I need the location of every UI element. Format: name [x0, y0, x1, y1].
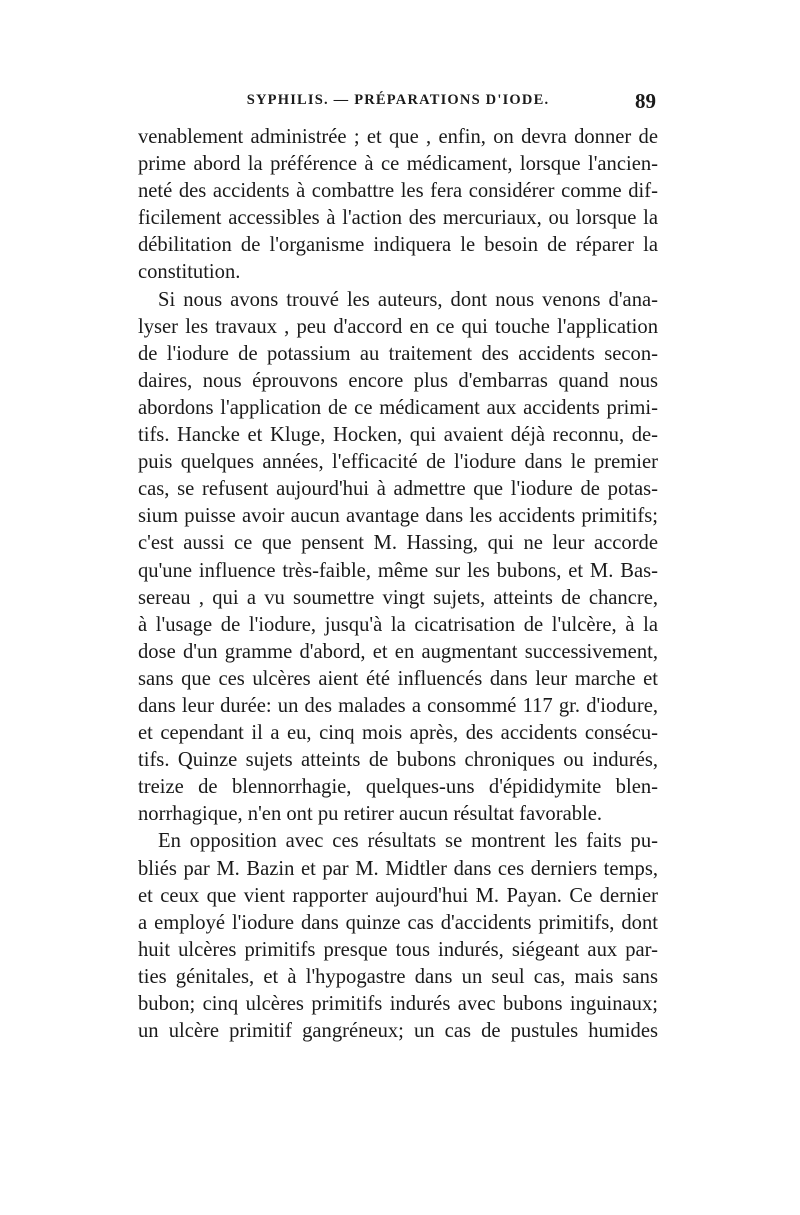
text-line: sium puisse avoir aucun avantage dans les accidents primitifs; [138, 505, 658, 528]
text-line: et cependant il a eu, cinq mois après, des accidents consécu- [138, 722, 658, 745]
text-line: lyser les travaux , peu d'accord en ce qui touche l'application [138, 315, 658, 338]
text-line: puis quelques années, l'efficacité de l'iodure dans le premier [138, 451, 658, 474]
text-line: bubon; cinq ulcères primitifs indurés avec bubons inguinaux; [138, 993, 658, 1015]
text-line: un ulcère primitif gangréneux; un cas de pustules humides [138, 1020, 658, 1043]
text-line: de l'iodure de potassium au traitement des accidents secon- [138, 342, 658, 365]
text-line: tifs. Hancke et Kluge, Hocken, qui avaient déjà reconnu, de- [138, 424, 658, 447]
book-page [138, 89, 658, 1045]
running-title: SYPHILIS. — PRÉPARATIONS D'IODE. [246, 92, 550, 108]
text-line: huit ulcères primitifs presque tous indurés, siégeant aux par- [138, 938, 658, 961]
text-line: débilitation de l'organisme indiquera le besoin de réparer la [138, 234, 658, 257]
text-line: c'est aussi ce que pensent M. Hassing, qui ne leur accorde [138, 532, 658, 555]
paragraph-start-line: En opposition avec ces résultats se montrent les faits pu- [158, 830, 658, 853]
text-line: sereau , qui a vu soumettre vingt sujets, atteints de chancre, [138, 586, 658, 609]
text-line: neté des accidents à combattre les fera considérer comme dif- [138, 180, 658, 203]
text-line: cas, se refusent aujourd'hui à admettre que l'iodure de potas- [138, 478, 658, 501]
text-line: sans que ces ulcères aient été influencés dans leur marche et [138, 667, 658, 690]
text-line: a employé l'iodure dans quinze cas d'accidents primitifs, dont [138, 911, 658, 934]
text-line: ficilement accessibles à l'action des mercuriaux, ou lorsque la [138, 207, 658, 230]
text-line: dans leur durée: un des malades a consommé 117 gr. d'iodure, [138, 694, 658, 717]
text-line: et ceux que vient rapporter aujourd'hui M. Payan. Ce dernier [138, 884, 658, 907]
page-number: 89 [635, 89, 656, 113]
running-head [138, 89, 658, 122]
text-line: abordons l'application de ce médicament aux accidents primi- [138, 396, 658, 419]
text-line: treize de blennorrhagie, quelques-uns d'épididymite blen- [138, 776, 658, 799]
text-line: tifs. Quinze sujets atteints de bubons chroniques ou indurés, [138, 749, 658, 772]
text-line: ties génitales, et à l'hypogastre dans un seul cas, mais sans [138, 965, 658, 988]
body-text [138, 124, 658, 1045]
paragraph-start-line: Si nous avons trouvé les auteurs, dont nous venons d'ana- [158, 288, 658, 311]
text-line: à l'usage de l'iodure, jusqu'à la cicatrisation de l'ulcère, à la [138, 613, 658, 636]
text-line: norrhagique, n'en ont pu retirer aucun résultat favorable. [138, 803, 603, 826]
text-line: venablement administrée ; et que , enfin, on devra donner de [138, 126, 658, 148]
text-line: dose d'un gramme d'abord, et en augmentant successivement, [138, 640, 658, 663]
text-line: daires, nous éprouvons encore plus d'embarras quand nous [138, 369, 658, 392]
text-line: qu'une influence très-faible, même sur les bubons, et M. Bas- [138, 559, 658, 582]
text-line: constitution. [138, 261, 241, 284]
text-line: prime abord la préférence à ce médicament, lorsque l'ancien- [138, 153, 658, 176]
text-line: bliés par M. Bazin et par M. Midtler dans ces derniers temps, [138, 857, 658, 880]
